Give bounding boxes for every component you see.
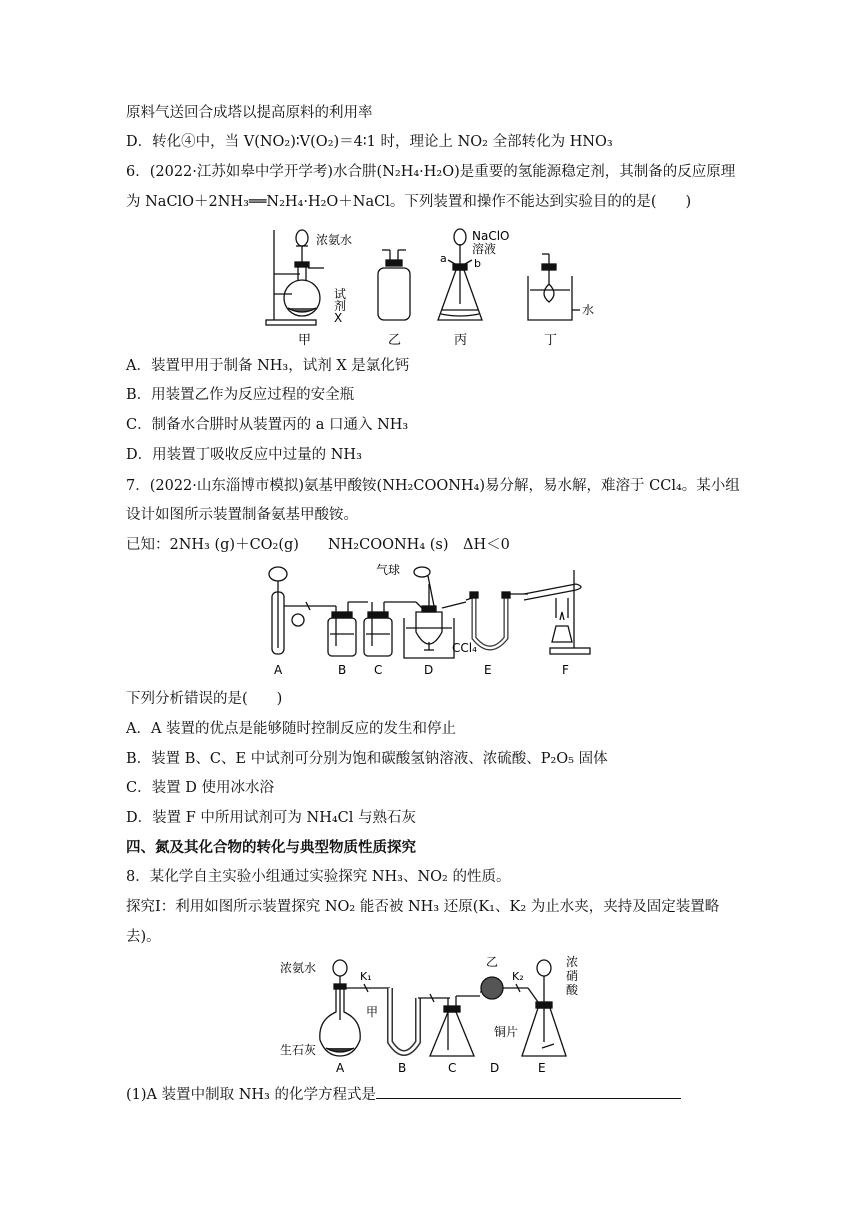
question-8-stem: 8．某化学自主实验小组通过实验探究 NH₃、NO₂ 的性质。 bbox=[126, 869, 511, 885]
question-7-stem-cont: 设计如图所示装置制备氨基甲酸铵。 bbox=[126, 507, 358, 523]
answer-blank[interactable] bbox=[376, 1084, 681, 1099]
label-A: A bbox=[274, 663, 283, 677]
figure-apparatus-1 bbox=[262, 224, 602, 356]
label-D: D bbox=[424, 663, 434, 677]
label-jia: 甲 bbox=[366, 1005, 379, 1019]
label-solution: 溶液 bbox=[472, 242, 497, 256]
label-F: F bbox=[562, 663, 569, 677]
text-line: 原料气送回合成塔以提高原料的利用率 bbox=[126, 105, 373, 121]
question-7-known: 已知：2NH₃ (g)＋CO₂(g) NH₂COONH₄ (s) ΔH＜0 bbox=[126, 537, 510, 553]
label-B: B bbox=[398, 1061, 407, 1075]
label-naclo: NaClO bbox=[472, 229, 510, 243]
text-line: D．转化④中，当 V(NO₂)∶V(O₂)＝4∶1 时，理论上 NO₂ 全部转化为 HNO₃ bbox=[126, 134, 613, 150]
label-K2: K₂ bbox=[512, 970, 524, 983]
label-water: 水 bbox=[582, 303, 595, 317]
section-heading: 四、氮及其化合物的转化与典型物质性质探究 bbox=[126, 839, 416, 856]
q7-option-d: D．装置 F 中所用试剂可为 NH₄Cl 与熟石灰 bbox=[126, 810, 416, 826]
q7-option-c: C．装置 D 使用冰水浴 bbox=[126, 780, 274, 796]
label-C: C bbox=[448, 1061, 457, 1075]
question-7-stem: 7．(2022·山东淄博市模拟)氨基甲酸铵(NH₂COONH₄)易分解，易水解，难溶于 CCl₄。某小组 bbox=[126, 478, 740, 494]
question-6-stem-cont: 为 NaClO＋2NH₃══N₂H₄·H₂O＋NaCl。下列装置和操作不能达到实验目的的是( ) bbox=[126, 194, 692, 210]
label-E: E bbox=[484, 663, 492, 677]
label-reagent: 剂 bbox=[334, 299, 347, 313]
label-K1: K₁ bbox=[360, 970, 372, 983]
q6-option-b: B．用装置乙作为反应过程的安全瓶 bbox=[126, 387, 355, 403]
q6-option-c: C．制备水合肼时从装置丙的 a 口通入 NH₃ bbox=[126, 417, 409, 433]
label-conc-nitric: 酸 bbox=[566, 983, 579, 997]
figure-apparatus-3 bbox=[280, 952, 590, 1080]
label-yi: 乙 bbox=[486, 955, 499, 969]
q6-option-d: D．用装置丁吸收反应中过量的 NH₃ bbox=[126, 447, 362, 463]
label-balloon: 气球 bbox=[376, 563, 401, 577]
label-ccl4: CCl₄ bbox=[452, 641, 477, 655]
label-bing: 丙 bbox=[454, 333, 468, 348]
label-reagent-x: X bbox=[334, 311, 343, 325]
question-8-part-1 bbox=[126, 1084, 681, 1105]
label-A: A bbox=[336, 1061, 345, 1075]
label-yi: 乙 bbox=[388, 333, 402, 348]
q7-option-a: A．A 装置的优点是能够随时控制反应的发生和停止 bbox=[126, 721, 457, 737]
label-conc-ammonia: 浓氨水 bbox=[280, 961, 317, 975]
question-6-stem: 6．(2022·江苏如皋中学开学考)水合肼(N₂H₄·H₂O)是重要的氢能源稳定剂，其制备的反应原理 bbox=[126, 164, 736, 180]
label-D: D bbox=[490, 1061, 500, 1075]
figure-apparatus-2 bbox=[256, 562, 596, 684]
label-jia: 甲 bbox=[298, 333, 312, 348]
label-copper: 铜片 bbox=[494, 1025, 519, 1039]
question-7-prompt: 下列分析错误的是( ) bbox=[126, 691, 283, 707]
label-quicklime: 生石灰 bbox=[280, 1043, 317, 1057]
question-8-explore: 探究Ⅰ：利用如图所示装置探究 NO₂ 能否被 NH₃ 还原(K₁、K₂ 为止水夹，夹持及固定装置略 bbox=[126, 899, 720, 915]
label-conc-ammonia: 浓氨水 bbox=[316, 233, 353, 247]
label-ding: 丁 bbox=[544, 333, 558, 348]
question-8-part-1-text: (1)A 装置中制取 NH₃ 的化学方程式是 bbox=[126, 1087, 376, 1103]
question-8-explore-cont: 去)。 bbox=[126, 929, 161, 945]
label-reagent: 试 bbox=[334, 287, 347, 301]
label-b: b bbox=[474, 257, 481, 270]
q6-option-a: A．装置甲用于制备 NH₃，试剂 X 是氯化钙 bbox=[126, 358, 410, 374]
label-a: a bbox=[440, 252, 447, 265]
label-E: E bbox=[538, 1061, 546, 1075]
label-B: B bbox=[338, 663, 347, 677]
label-conc-nitric: 浓 bbox=[566, 955, 579, 969]
q7-option-b: B．装置 B、C、E 中试剂可分别为饱和碳酸氢钠溶液、浓硫酸、P₂O₅ 固体 bbox=[126, 751, 608, 767]
label-conc-nitric: 硝 bbox=[566, 969, 579, 983]
label-C: C bbox=[374, 663, 383, 677]
